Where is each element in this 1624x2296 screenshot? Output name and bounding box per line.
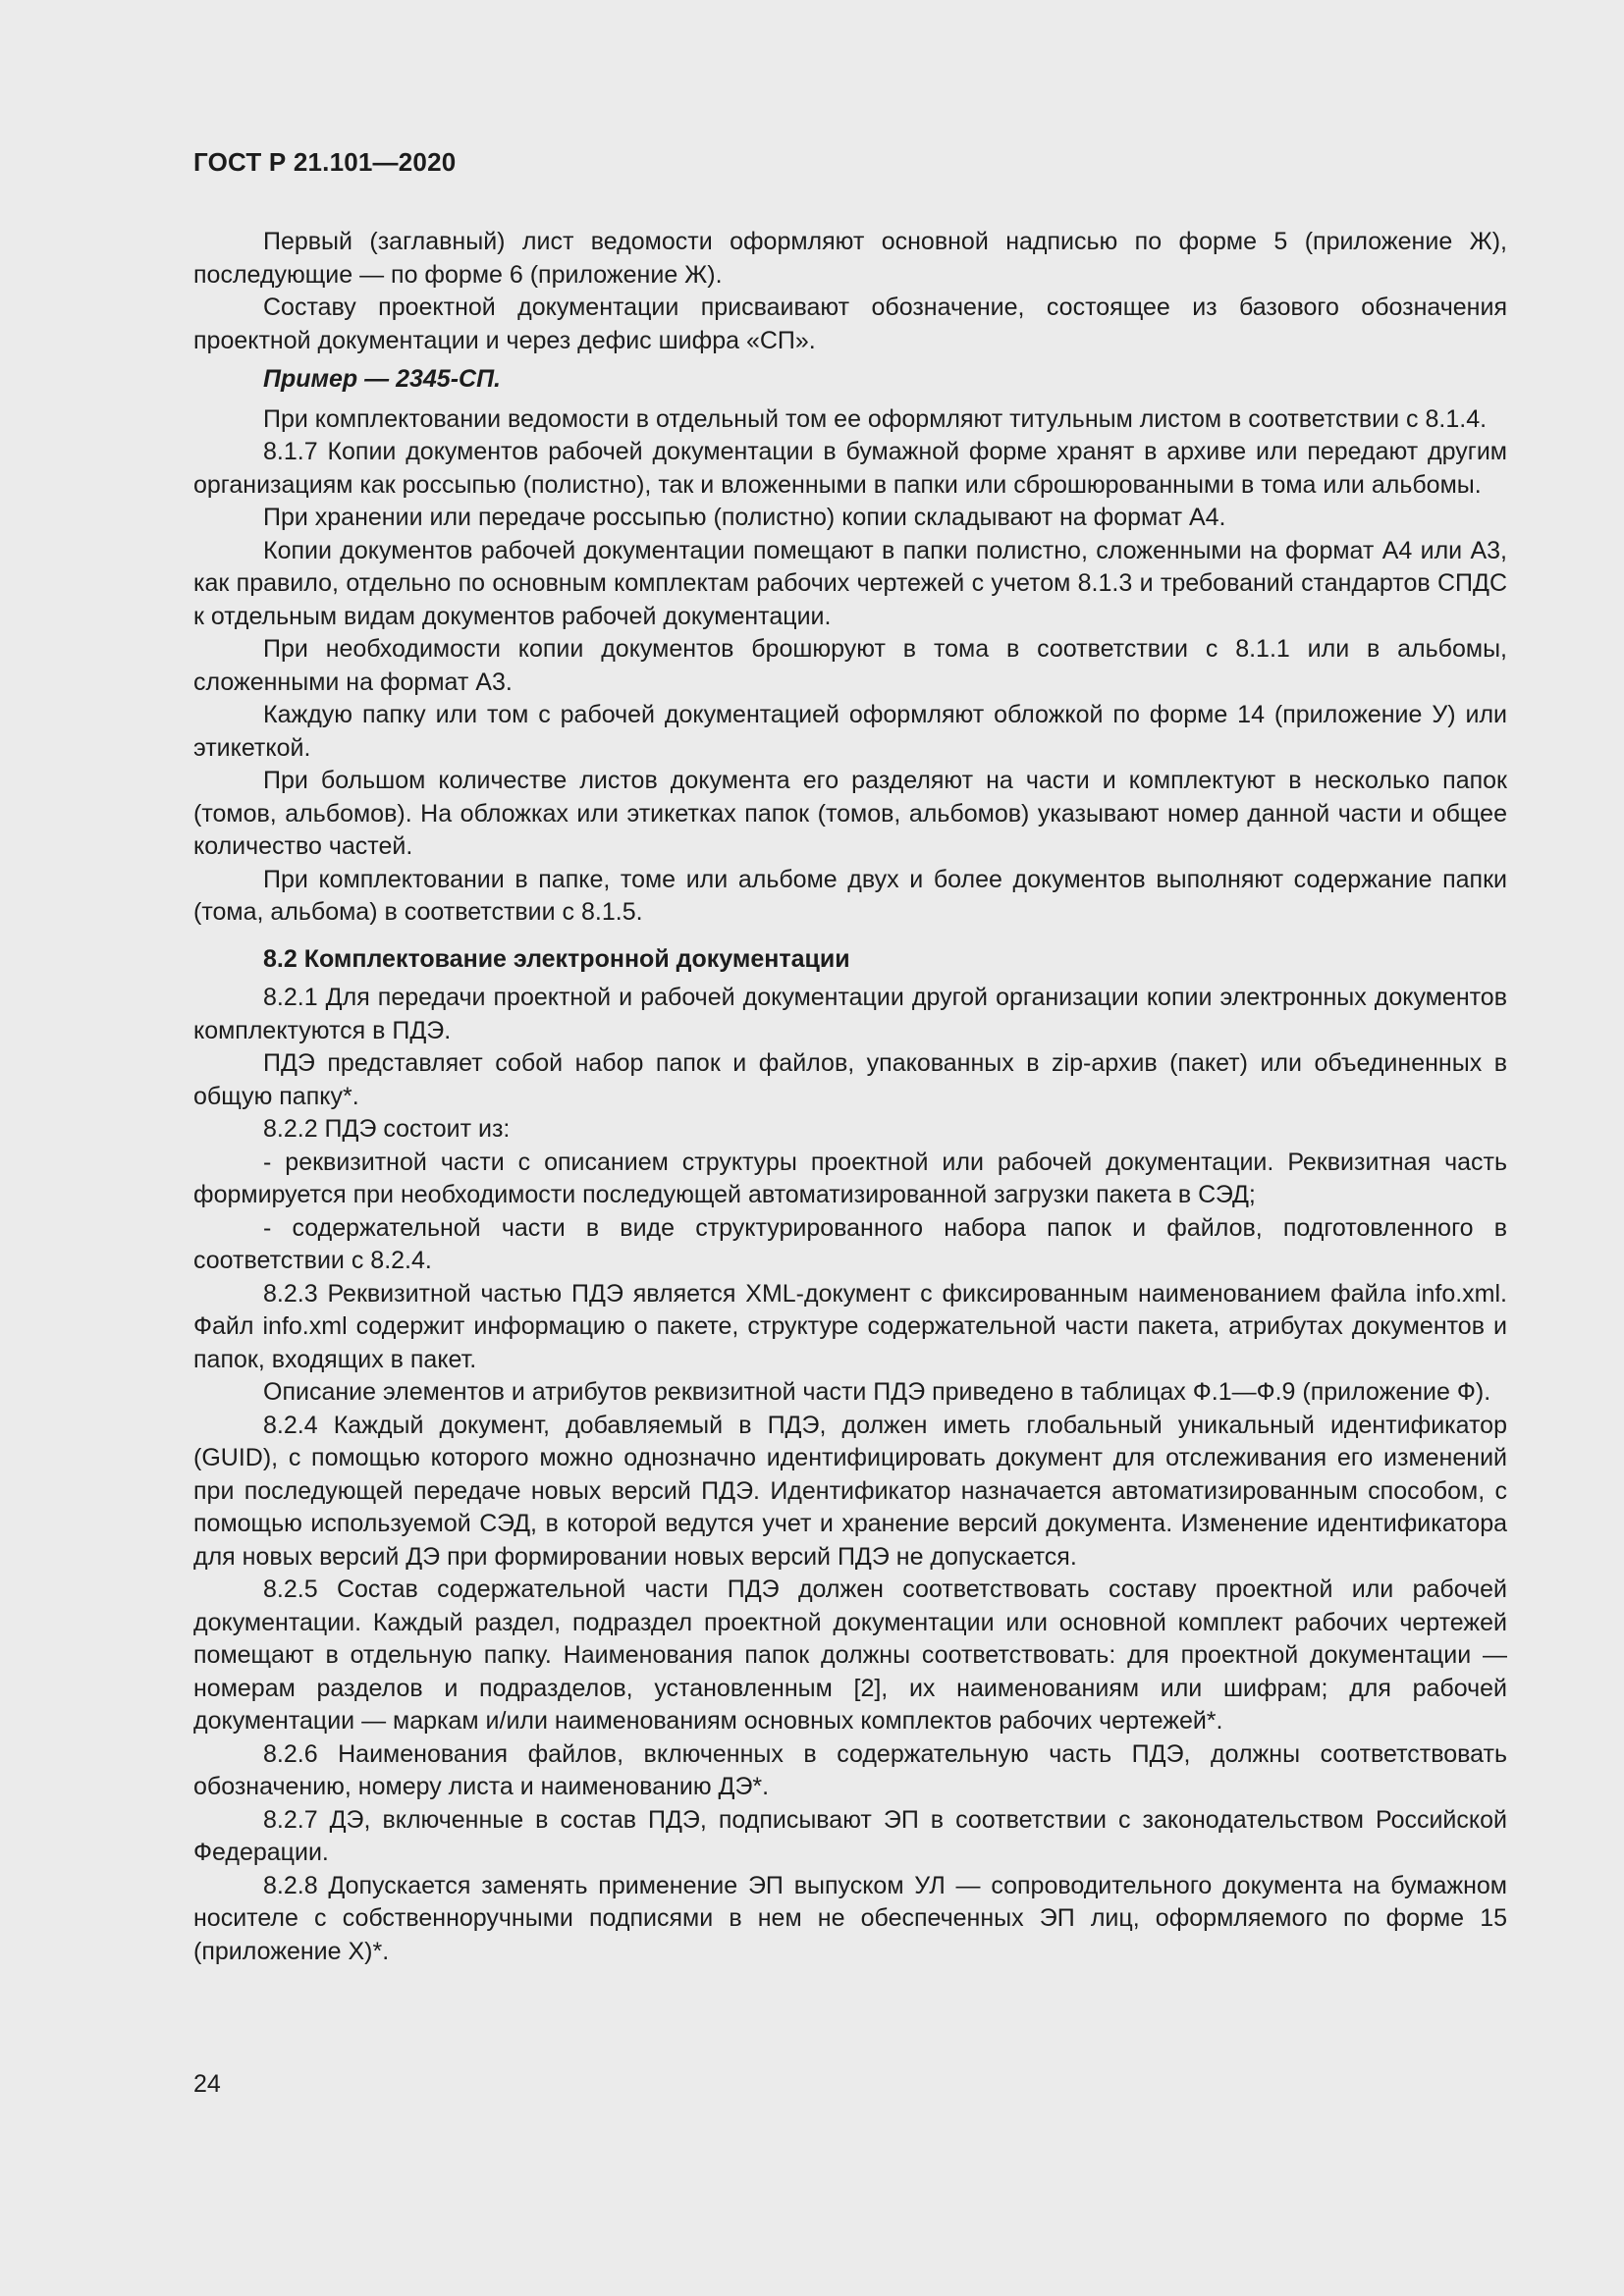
paragraph: 8.2.3 Реквизитной частью ПДЭ является XML-документ с фиксированным наименованием файла info.xml. Файл info.xml содержит информацию о пакете, структуре содержательной части пакета, атрибутах документов и папок, входящих в пакет. (193, 1279, 1507, 1373)
paragraph: Первый (заглавный) лист ведомости оформляют основной надписью по форме 5 (приложение Ж), последующие — по форме 6 (приложение Ж). (193, 228, 1507, 289)
paragraph: 8.2.5 Состав содержательной части ПДЭ должен соответствовать составу проектной или рабочей документации. Каждый раздел, подраздел проектной документации или основной комплект рабочих чертежей помещают в отдельную папку. Наименования папок должны соответствовать: для проектной документации — номерам разделов и подразделов, установленным [2], их наименованиям или шифрам; для рабочей документации — маркам и/или наименованиям основных комплектов рабочих чертежей*. (193, 1575, 1507, 1735)
paragraph: ПДЭ представляет собой набор папок и файлов, упакованных в zip-архив (пакет) или объединенных в общую папку*. (193, 1049, 1507, 1110)
paragraph: При комплектовании ведомости в отдельный том ее оформляют титульным листом в соответствии с 8.1.4. (263, 404, 1488, 433)
paragraph: 8.2.4 Каждый документ, добавляемый в ПДЭ, должен иметь глобальный уникальный идентификатор (GUID), с помощью которого можно однозначно идентифицировать документ для отслеживания его изменений при последующей передаче новых версий ПДЭ. Идентификатор назначается автоматизированным способом, с помощью используемой СЭД, в которой ведутся учет и хранение версий документа. Изменение идентификатора для новых версий ДЭ при формировании новых версий ПДЭ не допускается. (193, 1411, 1507, 1571)
page-number: 24 (193, 2070, 221, 2098)
paragraph: 8.2.8 Допускается заменять применение ЭП выпуском УЛ — сопроводительного документа на бумажном носителе с собственноручными подписями в нем не обеспеченных ЭП лиц, оформляемого по форме 15 (приложение Х)*. (193, 1871, 1507, 1965)
paragraph: Составу проектной документации присваивают обозначение, состоящее из базового обозначения проектной документации и через дефис шифра «СП». (193, 294, 1507, 354)
paragraph: При большом количестве листов документа его разделяют на части и комплектуют в несколько папок (томов, альбомов). На обложках или этикетках папок (томов, альбомов) указывают номер данной части и общее количество частей. (193, 767, 1507, 860)
paragraph: При комплектовании в папке, томе или альбоме двух и более документов выполняют содержание папки (тома, альбома) в соответствии с 8.1.5. (193, 865, 1507, 926)
example-note: Пример — 2345-СП. (263, 365, 502, 393)
paragraph: 8.2.2 ПДЭ состоит из: (263, 1115, 511, 1143)
paragraph: Копии документов рабочей документации помещают в папки полистно, сложенными на формат А4 или А3, как правило, отдельно по основным комплектам рабочих чертежей с учетом 8.1.3 и требований стандартов СПДС к отдельным видам документов рабочей документации. (193, 536, 1507, 630)
paragraph: 8.1.7 Копии документов рабочей документации в бумажной форме хранят в архиве или передают другим организациям как россыпью (полистно), так и вложенными в папки или сброшюрованными в тома или альбомы. (193, 438, 1507, 499)
paragraph: 8.2.6 Наименования файлов, включенных в содержательную часть ПДЭ, должны соответствовать обозначению, номеру листа и наименованию ДЭ*. (193, 1739, 1507, 1800)
list-item: - содержательной части в виде структурированного набора папок и файлов, подготовленного в соответствии с 8.2.4. (193, 1213, 1507, 1274)
document-body (193, 226, 1507, 1968)
paragraph: Описание элементов и атрибутов реквизитной части ПДЭ приведено в таблицах Ф.1—Ф.9 (приложение Ф). (263, 1378, 1491, 1406)
paragraph: При необходимости копии документов брошюруют в тома в соответствии с 8.1.1 или в альбомы, сложенными на формат А3. (193, 635, 1507, 696)
section-heading: 8.2 Комплектование электронной документации (263, 944, 850, 973)
standard-header: ГОСТ Р 21.101—2020 (193, 147, 457, 177)
paragraph: При хранении или передаче россыпью (полистно) копии складывают на формат А4. (263, 504, 1226, 531)
paragraph: 8.2.1 Для передачи проектной и рабочей документации другой организации копии электронных документов комплектуются в ПДЭ. (193, 984, 1507, 1044)
paragraph: 8.2.7 ДЭ, включенные в состав ПДЭ, подписывают ЭП в соответствии с законодательством Российской Федерации. (193, 1805, 1507, 1866)
paragraph: Каждую папку или том с рабочей документацией оформляют обложкой по форме 14 (приложение У) или этикеткой. (193, 701, 1507, 762)
list-item: - реквизитной части с описанием структуры проектной или рабочей документации. Реквизитная часть формируется при необходимости последующей автоматизированной загрузки пакета в СЭД; (193, 1148, 1507, 1208)
